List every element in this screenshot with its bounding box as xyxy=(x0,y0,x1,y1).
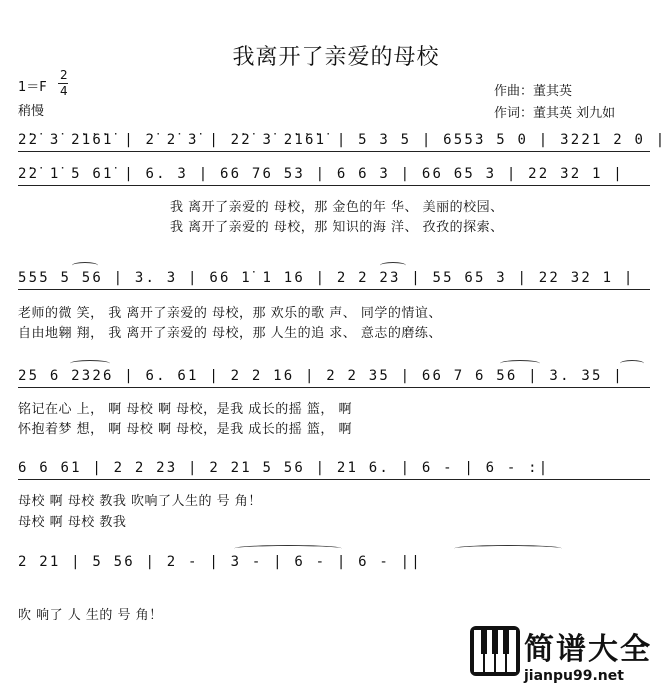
song-title: 我离开了亲爱的母校 xyxy=(232,45,440,70)
composer-credit: 作曲：董其英 xyxy=(494,84,573,99)
lyrics-row-5-verse-2: 母校 啊 母校 教我 xyxy=(18,515,127,530)
slur xyxy=(72,262,98,269)
lyrics-row-2-verse-1: 我 离开了亲爱的 母校，那 金色的年 华、 美丽的校园、 xyxy=(170,200,504,215)
slur xyxy=(380,262,406,269)
logo-name: 简谱大全 xyxy=(524,632,652,667)
slur xyxy=(70,360,110,367)
lyrics-row-3-verse-2: 自由地翱 翔， 我 离开了亲爱的 母校，那 人生的追 求、 意志的磨练、 xyxy=(18,326,442,341)
row-5-beam xyxy=(18,479,650,480)
notation-row-4: 25 6 2326 | 6. 61 | 2 2 16 | 2 2 35 | 66 7 6 56 | 3. 35 | xyxy=(18,368,624,384)
notation-row-2: 2̇2̇ 1̇ 5 61̇ | 6. 3 | 66 76 53 | 6 6 3 | 66 65 3 | 22 32 1 | xyxy=(18,166,624,182)
lyrics-row-2-verse-2: 我 离开了亲爱的 母校，那 知识的海 洋、 孜孜的探索、 xyxy=(170,220,504,235)
notation-row-1: 2̇2̇ 3̇ 2̇1̇6̇1̇ | 2̇ 2̇ 3̇ | 2̇2̇ 3̇ 2̇1̇6̇1̇ | 5 3 5 | 6553 5 0 | 3221 2 0 | xyxy=(18,132,667,148)
tempo-marking: 稍慢 xyxy=(18,104,45,119)
tie xyxy=(234,545,342,552)
piano-keys-icon xyxy=(470,626,520,676)
notation-row-6: 2 21 | 5 56 | 2 - | 3 - | 6 - | 6 - || xyxy=(18,554,422,570)
key-signature: 1＝F xyxy=(18,80,47,95)
lyrics-row-3-verse-1: 老师的微 笑， 我 离开了亲爱的 母校，那 欢乐的歌 声、 同学的情谊、 xyxy=(18,306,442,321)
lyrics-row-4-verse-1: 铭记在心 上， 啊 母校 啊 母校，是我 成长的摇 篮， 啊 xyxy=(18,402,353,417)
notation-row-3: 555 5 56 | 3. 3 | 66 1̇ 1 16 | 2 2 23 | 55 65 3 | 22 32 1 | xyxy=(18,270,635,286)
lyrics-row-4-verse-2: 怀抱着梦 想， 啊 母校 啊 母校，是我 成长的摇 篮， 啊 xyxy=(18,422,353,437)
tie xyxy=(454,545,562,552)
notation-row-5: 6 6 61 | 2 2 23 | 2 21 5 56 | 21 6. | 6 - | 6 - :| xyxy=(18,460,550,476)
logo-url: jianpu99.net xyxy=(524,668,624,684)
time-signature-top: 2 xyxy=(60,68,68,82)
site-logo xyxy=(466,620,672,694)
row-2-beam xyxy=(18,185,650,186)
slur xyxy=(620,360,644,367)
row-3-beam xyxy=(18,289,650,290)
time-signature-bottom: 4 xyxy=(60,84,68,98)
lyrics-row-6-verse-1: 吹 响了 人 生的 号 角！ xyxy=(18,608,163,623)
lyricist-credit: 作词：董其英 刘九如 xyxy=(494,106,616,121)
slur xyxy=(500,360,540,367)
row-1-beam xyxy=(18,151,650,152)
lyrics-row-5-verse-1: 母校 啊 母校 教我 吹响了人生的 号 角！ xyxy=(18,494,262,509)
row-4-beam xyxy=(18,387,650,388)
